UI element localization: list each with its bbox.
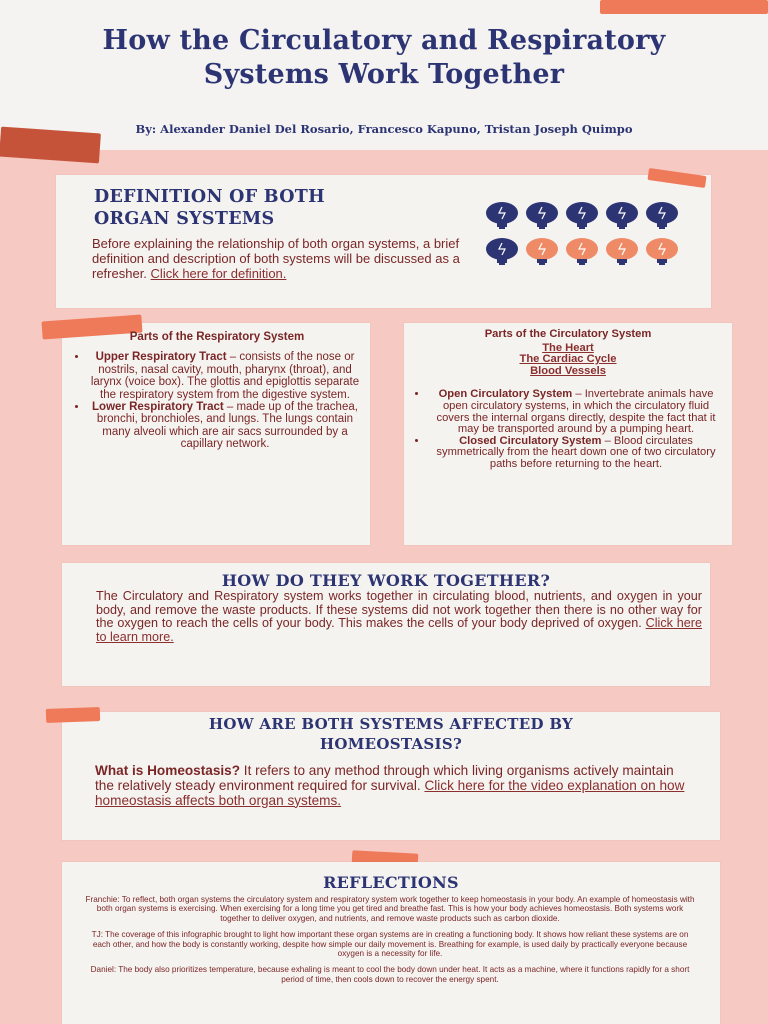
respiratory-title: Parts of the Respiratory System [129,331,305,343]
definition-link[interactable]: Click here for definition. [150,266,287,281]
page-title: How the Circulatory and Respiratory Systems Work Together [102,25,666,90]
list-item: • Open Circulatory System – Invertebrate animals have open circulatory systems, in which the circulatory fluid covers the internal organs directly, despite the fact that it may be transported around by a pumping heart. [428,389,724,435]
lightbulb-icon [642,238,682,266]
bulb-grid [482,202,682,262]
reflections-body [84,895,696,984]
circulatory-title: Parts of the Circulatory System [484,328,652,340]
reflection-paragraph: TJ: The coverage of this infographic brought to light how important these organ systems are in creating a functioning body. It shows how reliant these systems are on each other, and how the body is constantly working, despite how simple our daily movement is. Breathing for example, is used daily by practically everyone because oxygen is a necessity for life. [91,930,689,959]
homeostasis-heading: HOW ARE BOTH SYSTEMS AFFECTED BY HOMEOSTASIS? [208,715,574,753]
lightbulb-icon [522,238,562,266]
circulatory-list [412,389,724,470]
homeostasis-question: What is Homeostasis? [95,763,241,778]
lightbulb-icon [642,202,682,230]
link-cardiac-cycle[interactable]: The Cardiac Cycle [519,353,617,366]
reflections-heading: REFLECTIONS [323,873,459,892]
definition-heading: DEFINITION OF BOTH ORGAN SYSTEMS [94,187,325,229]
lightbulb-icon [562,238,602,266]
decor-strip-top-right [600,0,768,14]
byline: By: Alexander Daniel Del Rosario, Francesco Kapuno, Tristan Joseph Quimpo [135,122,633,136]
list-item: • Lower Respiratory Tract – made up of the trachea, bronchi, bronchioles, and lungs. The lungs contain many alveoli which are air sacs surrounded by a capillary network. [88,401,362,451]
homeostasis-body: What is Homeostasis? It refers to any method through which living organisms actively maintain the relatively steady environment required for survival. Click here for the video explanation on how homeostasis affects both organ systems. [95,763,685,808]
homeostasis-link[interactable]: Click here for the video explanation on how homeostasis affects both organ systems. [95,777,685,808]
respiratory-section [72,331,362,451]
lightbulb-icon [562,202,602,230]
reflection-paragraph: Daniel: The body also prioritizes temperature, because exhaling is meant to cool the body down under heat. It acts as a machine, where it functions rapidly for a short period of time, then cools down to recover the energy spent. [90,965,690,984]
link-heart[interactable]: The Heart [542,341,594,354]
together-body: The Circulatory and Respiratory system works together in circulating blood, nutrients, and oxygen in your body, and remove the waste products. If these systems did not work together then there is no other way for the oxygen to reach the cells of your body. This makes the cells of your body deprived of oxygen. Click here to learn more. [96,589,702,644]
list-item: • Upper Respiratory Tract – consists of the nose or nostrils, nasal cavity, mouth, pharynx (throat), and larynx (voice box). The glottis and epiglottis separate the respiratory system from the digestive system. [88,351,362,401]
list-item: • Closed Circulatory System – Blood circulates symmetrically from the heart down one of two circulatory paths before returning to the heart. [428,436,724,471]
lightbulb-icon [482,202,522,230]
reflection-paragraph: Franchie: To reflect, both organ systems the circulatory system and respiratory system work together to keep homeostasis in your body. An example of homeostasis with both organ systems is exercising. When exercising for a long time you get tired and breathe fast. This is how your body achieves homeostasis. Both systems work together to deliver oxygen, and nutrients, and remove waste products such as carbon dioxide. [85,895,695,923]
link-blood-vessels[interactable]: Blood Vessels [530,364,606,377]
together-link[interactable]: Click here to learn more. [96,616,702,644]
together-heading: HOW DO THEY WORK TOGETHER? [221,571,551,590]
respiratory-list [72,351,362,450]
lightbulb-icon [482,238,522,266]
lightbulb-icon [602,202,642,230]
definition-body: Before explaining the relationship of both organ systems, a brief definition and description of both systems will be discussed as a refresher. Click here for definition. [92,236,460,281]
circulatory-section [412,329,724,471]
lightbulb-icon [522,202,562,230]
lightbulb-icon [602,238,642,266]
